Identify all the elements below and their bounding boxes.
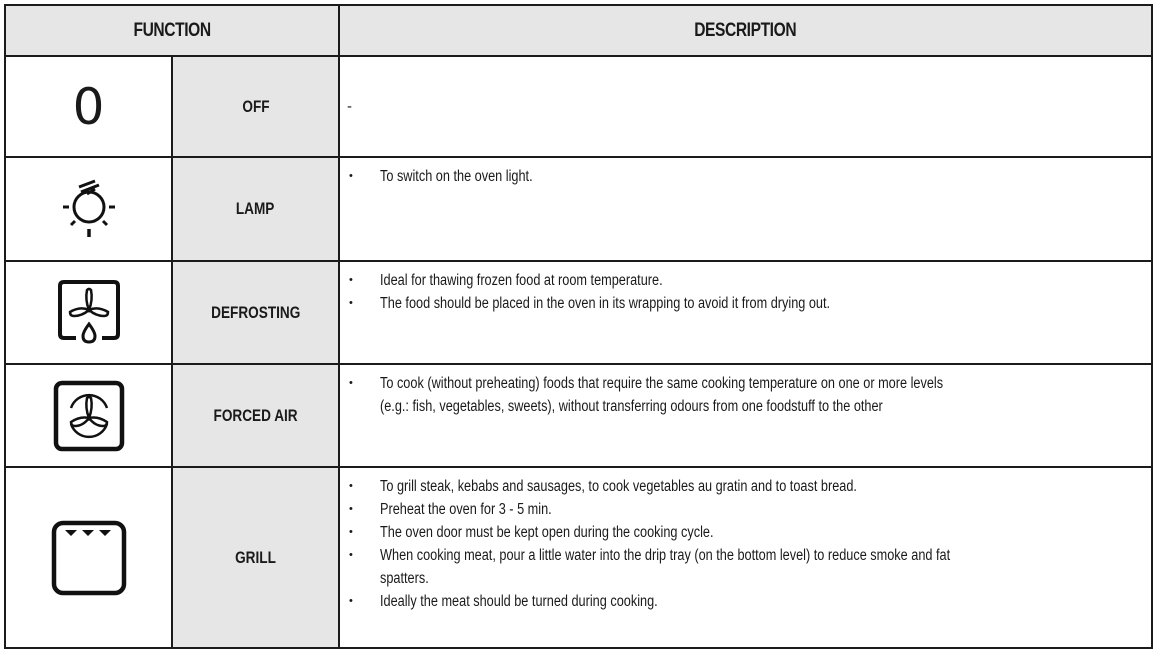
description-bullet: • Ideally the meat should be turned during cooking.: [340, 590, 1151, 613]
table-row-lamp: [5, 157, 1152, 261]
forced-air-icon: [5, 364, 172, 467]
table-row-forced-air: [5, 364, 1152, 467]
function-label: LAMP: [172, 157, 339, 261]
header-row: [5, 5, 1152, 56]
description-bullet: • To grill steak, kebabs and sausages, to cook vegetables au gratin and to toast bread.: [340, 475, 1151, 498]
description-cell: [339, 157, 1152, 261]
table-row-defrosting: [5, 261, 1152, 364]
description-bullet: • When cooking meat, pour a little water into the drip tray (on the bottom level) to reduce smoke and fat: [340, 544, 1151, 567]
description-bullet: • Preheat the oven for 3 - 5 min.: [340, 498, 1151, 521]
description-bullet: • The food should be placed in the oven in its wrapping to avoid it from drying out.: [340, 292, 1151, 315]
off-zero-icon: 0: [5, 56, 172, 157]
description-cell: [339, 364, 1152, 467]
description-continuation: (e.g.: fish, vegetables, sweets), without transferring odours from one foodstuff to the other: [380, 398, 883, 415]
oven-functions-table: [4, 4, 1153, 649]
description-header: DESCRIPTION: [339, 5, 1152, 56]
description-continuation: spatters.: [380, 570, 429, 587]
description-cell: -: [339, 56, 1152, 157]
defrosting-icon: [5, 261, 172, 364]
description-cell: [339, 261, 1152, 364]
grill-icon: [5, 467, 172, 648]
function-header: FUNCTION: [5, 5, 339, 56]
description-bullet: • To cook (without preheating) foods that require the same cooking temperature on one or more levels: [340, 372, 1151, 395]
function-label: DEFROSTING: [172, 261, 339, 364]
function-label: OFF: [172, 56, 339, 157]
description-bullet: • The oven door must be kept open during the cooking cycle.: [340, 521, 1151, 544]
table-row-grill: [5, 467, 1152, 648]
lamp-icon: [5, 157, 172, 261]
function-label: GRILL: [172, 467, 339, 648]
description-cell: [339, 467, 1152, 648]
description-bullet: • To switch on the oven light.: [340, 165, 1151, 188]
table-row-off: [5, 56, 1152, 157]
description-bullet: • Ideal for thawing frozen food at room temperature.: [340, 269, 1151, 292]
function-label: FORCED AIR: [172, 364, 339, 467]
